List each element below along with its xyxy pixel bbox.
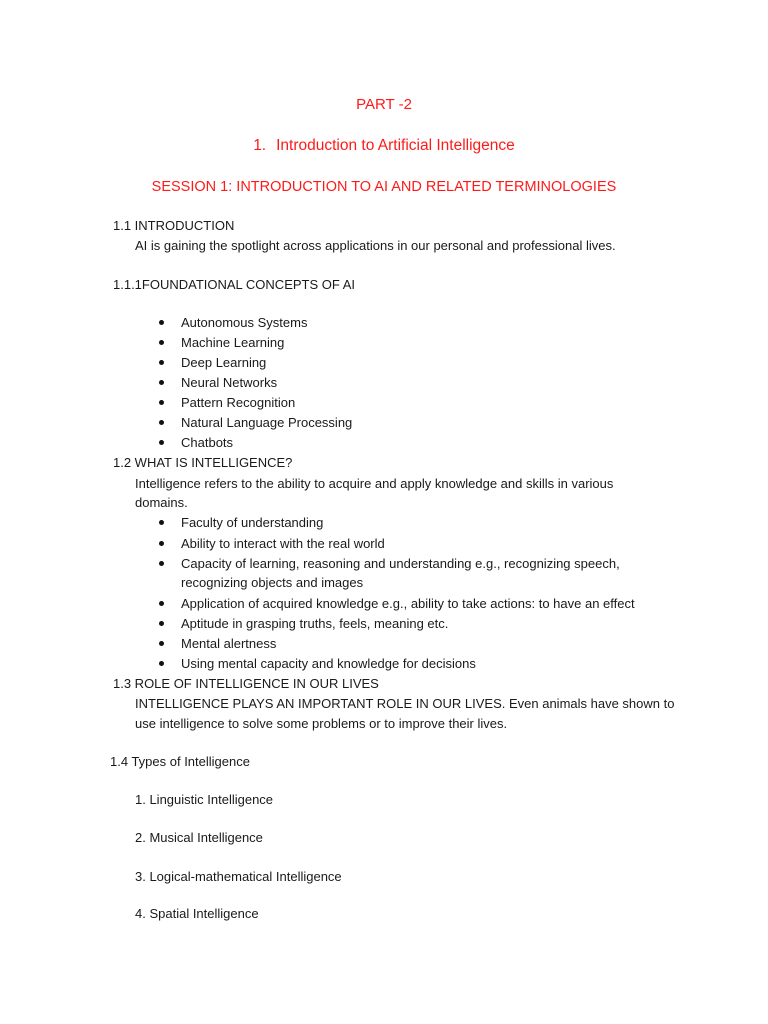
list-item: Neural Networks [181,373,277,393]
chapter-title-text: Introduction to Artificial Intelligence [276,137,515,154]
list-item: Capacity of learning, reasoning and understanding e.g., recognizing speech, [181,554,620,574]
list-item: Aptitude in grasping truths, feels, meaning etc. [181,614,448,634]
section-1-2-text-line1: Intelligence refers to the ability to acquire and apply knowledge and skills in various [135,476,614,491]
list-item: Machine Learning [181,333,284,353]
list-item: 1. Linguistic Intelligence [135,792,274,807]
section-1-3-heading: 1.3 ROLE OF INTELLIGENCE IN OUR LIVES [113,676,379,691]
list-item: Pattern Recognition [181,393,295,413]
list-item: Autonomous Systems [181,313,307,333]
section-1-1-1-heading: 1.1.1FOUNDATIONAL CONCEPTS OF AI [113,277,355,292]
chapter-number: 1. [253,137,267,154]
section-1-1-heading: 1.1 INTRODUCTION [113,218,235,233]
section-1-1-text: AI is gaining the spotlight across applications in our personal and professional lives. [135,238,616,253]
chapter-title [0,135,768,157]
section-1-3-text-line1: INTELLIGENCE PLAYS AN IMPORTANT ROLE IN OUR LIVES. Even animals have shown to [135,696,675,711]
list-item: 3. Logical-mathematical Intelligence [135,869,342,884]
list-item: Mental alertness [181,634,276,654]
part-title: PART -2 [356,96,412,113]
list-item: Natural Language Processing [181,413,352,433]
list-item: 2. Musical Intelligence [135,830,263,845]
list-item-continuation: recognizing objects and images [181,575,364,590]
list-item: Ability to interact with the real world [181,534,385,554]
list-item: Chatbots [181,433,233,453]
list-item: 4. Spatial Intelligence [135,906,259,921]
list-item: Faculty of understanding [181,513,323,533]
section-1-2-heading: 1.2 WHAT IS INTELLIGENCE? [113,455,293,470]
section-1-3-text-line2: use intelligence to solve some problems or to improve their lives. [135,716,508,731]
section-1-4-heading: 1.4 Types of Intelligence [110,754,250,769]
session-title: SESSION 1: INTRODUCTION TO AI AND RELATED TERMINOLOGIES [151,179,617,195]
list-item: Application of acquired knowledge e.g., ability to take actions: to have an effect [181,594,635,614]
list-item: Using mental capacity and knowledge for decisions [181,654,476,674]
list-item: Deep Learning [181,353,266,373]
section-1-2-text-line2: domains. [135,495,188,510]
